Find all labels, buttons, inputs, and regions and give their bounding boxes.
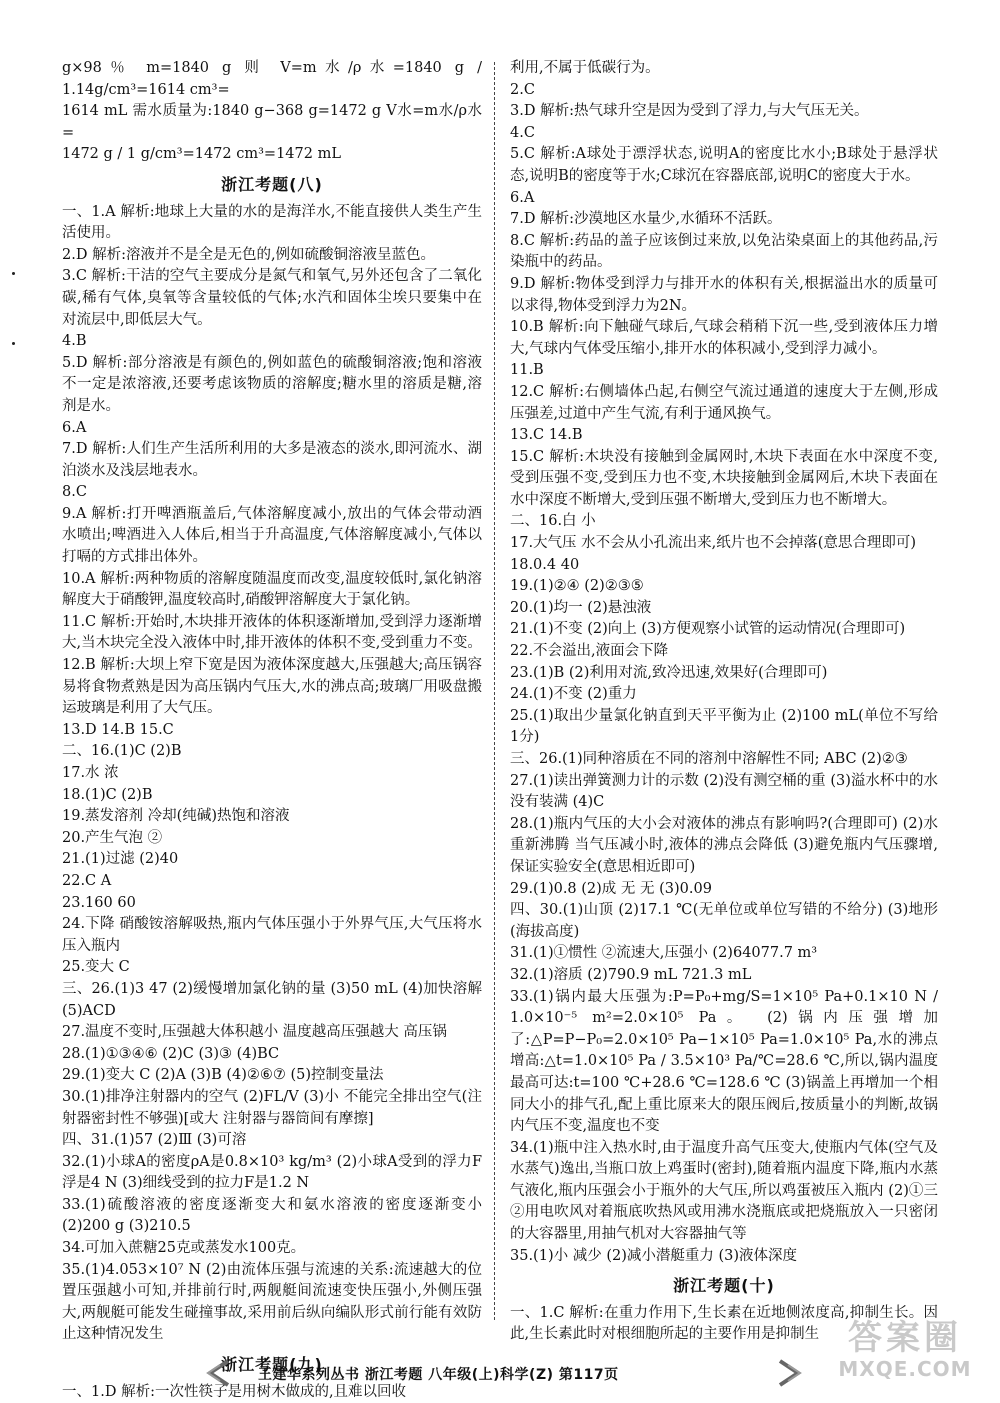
section-title-10: 浙江考题(十) [673,1276,775,1296]
answer-item: 4.B [62,333,87,350]
answer-item: 10.A 解析:两种物质的溶解度随温度而改变,温度较低时,氯化钠溶解度大于硝酸钾,温度较高时,硝酸钾溶解度大于氯化钠。 [62,570,482,609]
answer-item: 三、26.(1)3 47 (2)缓慢增加氯化钠的量 (3)50 mL (4)加快溶解 (5)ACD [62,980,482,1019]
answer-item: 24.下降 硝酸铵溶解吸热,瓶内气体压强小于外界气压,大气压将水压入瓶内 [62,916,482,954]
answer-item: 12.B 解析:大坝上窄下宽是因为液体深度越大,压强越大;高压锅容易将食物煮熟是因为高压锅内气压大,水的沸点高;玻璃厂用吸盘搬运玻璃是利用了大气压。 [62,657,482,717]
answer-item: 12.C 解析:右侧墙体凸起,右侧空气流过通道的速度大于左侧,形成压强差,过道中产生气流,有利于通风换气。 [510,383,938,422]
answer-item: 10.B 解析:向下触碰气球后,气球会稍稍下沉一些,受到液体压力增大,气球内气体受压缩小,排开水的体积减小,受到浮力减小。 [510,319,938,357]
answer-item: 二、16.(1)C (2)B [62,743,182,760]
answer-item: 9.D 解析:物体受到浮力与排开水的体积有关,根据溢出水的质量可以求得,物体受到浮力为2N。 [510,275,938,314]
answer-item: 6.A [510,189,535,206]
answer-item: 19.蒸发溶剂 冷却(纯碱)热饱和溶液 [62,808,290,825]
answer-item: 33.(1)硫酸溶液的密度逐渐变大和氨水溶液的密度逐渐变小 (2)200 g (3)210.5 [62,1196,482,1235]
calc-line: 1614 mL 需水质量为:1840 g−368 g=1472 g V水=m水/ρ水= [62,103,482,141]
calc-line: 1472 g / 1 g/cm³=1472 cm³=1472 mL [62,146,341,163]
answer-item: 22.C A [62,872,112,889]
answer-item: 四、30.(1)山顶 (2)17.1 ℃(无单位或单位写错的不给分) (3)地形(海拔高度) [510,902,938,940]
answer-item: 三、26.(1)同种溶质在不同的溶剂中溶解性不同; ABC (2)②③ [510,751,908,767]
answer-item: 3.C 解析:干洁的空气主要成分是氮气和氧气,另外还包含了二氧化碳,稀有气体,臭氧等含量较低的气体;水汽和固体尘埃只要集中在对流层中,即低层大气。 [62,268,482,328]
answer-item: 28.(1)瓶内气压的大小会对液体的沸点有影响吗?(合理即可) (2)水重新沸腾 当气压减小时,液体的沸点会降低 (3)避免瓶内气压骤增,保证实验安全(意思相近即可) [510,815,938,875]
section-title-8: 浙江考题(八) [221,174,323,194]
answer-item: 29.(1)变大 C (2)A (3)B (4)②⑥⑦ (5)控制变量法 [62,1067,384,1084]
answer-item: 25.(1)取出少量氯化钠直到天平平衡为止 (2)100 mL(单位不写给1分) [510,707,938,746]
calc-line: g×98％ m=1840 g 则 V=m水/ρ水=1840 g / 1.14g/cm³=1614 cm³= [62,60,482,98]
answer-item: 2.C [510,81,535,98]
answer-item: 21.(1)不变 (2)向上 (3)方便观察小试管的运动情况(合理即可) [510,621,906,638]
answer-item: 22.不会溢出,液面会下降 [510,643,669,660]
answer-item: 9.A 解析:打开啤酒瓶盖后,气体溶解度减小,放出的气体会带动酒水喷出;啤酒进入人体后,相当于升高温度,气体溶解度减小,气体以打嗝的方式排出体外。 [62,505,482,566]
answer-item: 8.C 解析:药品的盖子应该倒过来放,以免沾染桌面上的其他药品,污染瓶中的药品。 [510,232,938,271]
answer-item: 5.C 解析:A球处于漂浮状态,说明A的密度比水小;B球处于悬浮状态,说明B的密度等于水;C球沉在容器底部,说明C的密度大于水。 [510,146,938,184]
answer-item: 13.D 14.B 15.C [62,721,174,738]
answer-item: 29.(1)0.8 (2)成 无 无 (3)0.09 [510,880,712,897]
answer-item: 35.(1)4.053×10⁷ N (2)由流体压强与流速的关系:流速越大的位置压强越小可知,并排前行时,两舰艇间流速变快压强小,外侧压强大,两舰艇可能发生碰撞事故,采用前后纵向编队形式前行能有效防止这种情况发生 [62,1261,482,1343]
answer-item: 27.温度不变时,压强越大体积越小 温度越高压强越大 高压锅 [62,1024,447,1041]
chevron-left-icon [200,1358,236,1388]
answer-item: 11.C 解析:开始时,木块排开液体的体积逐渐增加,受到浮力逐渐增大,当木块完全没入液体中时,排开液体的体积不变,受到重力不变。 [62,613,482,652]
right-column [510,58,938,1346]
answer-item: 7.D 解析:沙漠地区水量少,水循环不活跃。 [510,211,782,228]
answer-item: 13.C 14.B [510,427,583,444]
left-column [62,58,482,1403]
answer-item: 利用,不属于低碳行为。 [510,60,660,76]
answer-item: 20.(1)均一 (2)悬浊液 [510,599,652,616]
answer-item: 23.(1)B (2)利用对流,致冷迅速,效果好(合理即可) [510,664,828,681]
answer-item: 24.(1)不变 (2)重力 [510,686,637,703]
answer-item: 34.(1)瓶中注入热水时,由于温度升高气压变大,使瓶内气体(空气及水蒸气)逸出,当瓶口放上鸡蛋时(密封),随着瓶内温度下降,瓶内水蒸气液化,瓶内压强会小于瓶外的大气压,所以鸡蛋被压入瓶内 (2)①三 ②用电吹风对着瓶底吹热风或用沸水浇瓶底或把烧瓶放入一只密闭的大容器里,用抽气机对大容器抽气等 [510,1139,938,1243]
watermark-line1: 答案圈 [848,1318,962,1358]
column-divider [494,62,495,1320]
answer-item: 一、1.C 解析:在重力作用下,生长素在近地侧浓度高,抑制生长。因此,生长素此时对根细胞所起的主要作用是抑制生 [510,1304,938,1343]
answer-item: 33.(1)锅内最大压强为:P=P₀+mg/S=1×10⁵ Pa+0.1×10 N / 1.0×10⁻⁵ m²=2.0×10⁵ Pa。 (2)锅内压强增加了:△P=P−P₀=2.0×10⁵ Pa−1×10⁵ Pa=1.0×10⁵ Pa,水的沸点增高:△t=1.0×10⁵ Pa / 3.5×10³ Pa/℃=28.6 ℃,所以,锅内温度最高可达:t=100 ℃+28.6 ℃=128.6 ℃ (3)锅盖上再增加一个相同大小的排气孔,配上重比原来大的限压阀后,按质量小的判断,故锅内气压不变,温度也不变 [510,988,938,1135]
answer-item: 2.D 解析:溶液并不是全是无色的,例如硫酸铜溶液呈蓝色。 [62,246,436,263]
answer-item: 7.D 解析:人们生产生活所利用的大多是液态的淡水,即河流水、湖泊淡水及浅层地表水。 [62,441,482,479]
answer-item: 6.A [62,419,87,436]
answer-item: 27.(1)读出弹簧测力计的示数 (2)没有测空桶的重 (3)溢水杯中的水没有装满 (4)C [510,772,938,811]
answer-item: 17.大气压 水不会从小孔流出来,纸片也不会掉落(意思合理即可) [510,535,917,552]
answer-item: 28.(1)①③④⑥ (2)C (3)③ (4)BC [62,1045,280,1062]
answer-item: 21.(1)过滤 (2)40 [62,851,179,868]
answer-item: 3.D 解析:热气球升空是因为受到了浮力,与大气压无关。 [510,103,869,120]
margin-dot [12,342,15,345]
answer-item: 11.B [510,362,544,379]
answer-item: 20.产生气泡 ② [62,829,163,846]
answer-item: 二、16.白 小 [510,513,596,530]
footer-text: 王建华系列丛书 浙江考题 八年级(上)科学(Z) 第117页 [258,1367,619,1383]
answer-item: 34.可加入蔗糖25克或蒸发水100克。 [62,1240,306,1257]
answer-item: 32.(1)溶质 (2)790.9 mL 721.3 mL [510,966,752,983]
answer-item: 30.(1)排净注射器内的空气 (2)FL/V (3)小 不能完全排出空气(注射器密封性不够强)[或大 注射器与器筒间有摩擦] [62,1088,482,1127]
answer-item: 18.(1)C (2)B [62,786,153,803]
answer-item: 25.变大 C [62,959,130,976]
watermark-logo [820,1318,990,1396]
answer-item: 5.D 解析:部分溶液是有颜色的,例如蓝色的硫酸铜溶液;饱和溶液不一定是浓溶液,还要考虑该物质的溶解度;糖水里的溶质是糖,溶剂是水。 [62,354,482,414]
answer-item: 4.C [510,124,535,141]
section-title-9: 浙江考题(九) [221,1355,323,1375]
answer-item: 8.C [62,484,87,501]
answer-item: 35.(1)小 减少 (2)减小潜艇重力 (3)液体深度 [510,1247,798,1264]
answer-item: 31.(1)①惯性 ②流速大,压强小 (2)64077.7 m³ [510,945,818,962]
answer-item: 32.(1)小球A的密度ρA是0.8×10³ kg/m³ (2)小球A受到的浮力F浮是4 N (3)细线受到的拉力F是1.2 N [62,1153,482,1192]
answer-item: 一、1.A 解析:地球上大量的水的是海洋水,不能直接供人类生产生活使用。 [62,203,482,242]
answer-item: 15.C 解析:木块没有接触到金属网时,木块下表面在水中深度不变,受到压强不变,受到压力也不变,木块接触到金属网后,木块下表面在水中深度不断增大,受到压强不断增大,受到压力也不断增大。 [510,448,938,508]
answer-item: 19.(1)②④ (2)②③⑤ [510,578,644,595]
answer-item: 23.160 60 [62,894,136,911]
watermark-line2: MXQE.COM [838,1357,972,1381]
answer-item: 四、31.(1)57 (2)Ⅲ (3)可溶 [62,1132,247,1149]
margin-dot [12,272,15,275]
answer-item: 18.0.4 40 [510,556,580,573]
chevron-right-icon [772,1358,808,1388]
answer-item: 17.水 浓 [62,765,119,781]
answer-item: 一、1.D 解析:一次性筷子是用树木做成的,且难以回收 [62,1383,407,1400]
